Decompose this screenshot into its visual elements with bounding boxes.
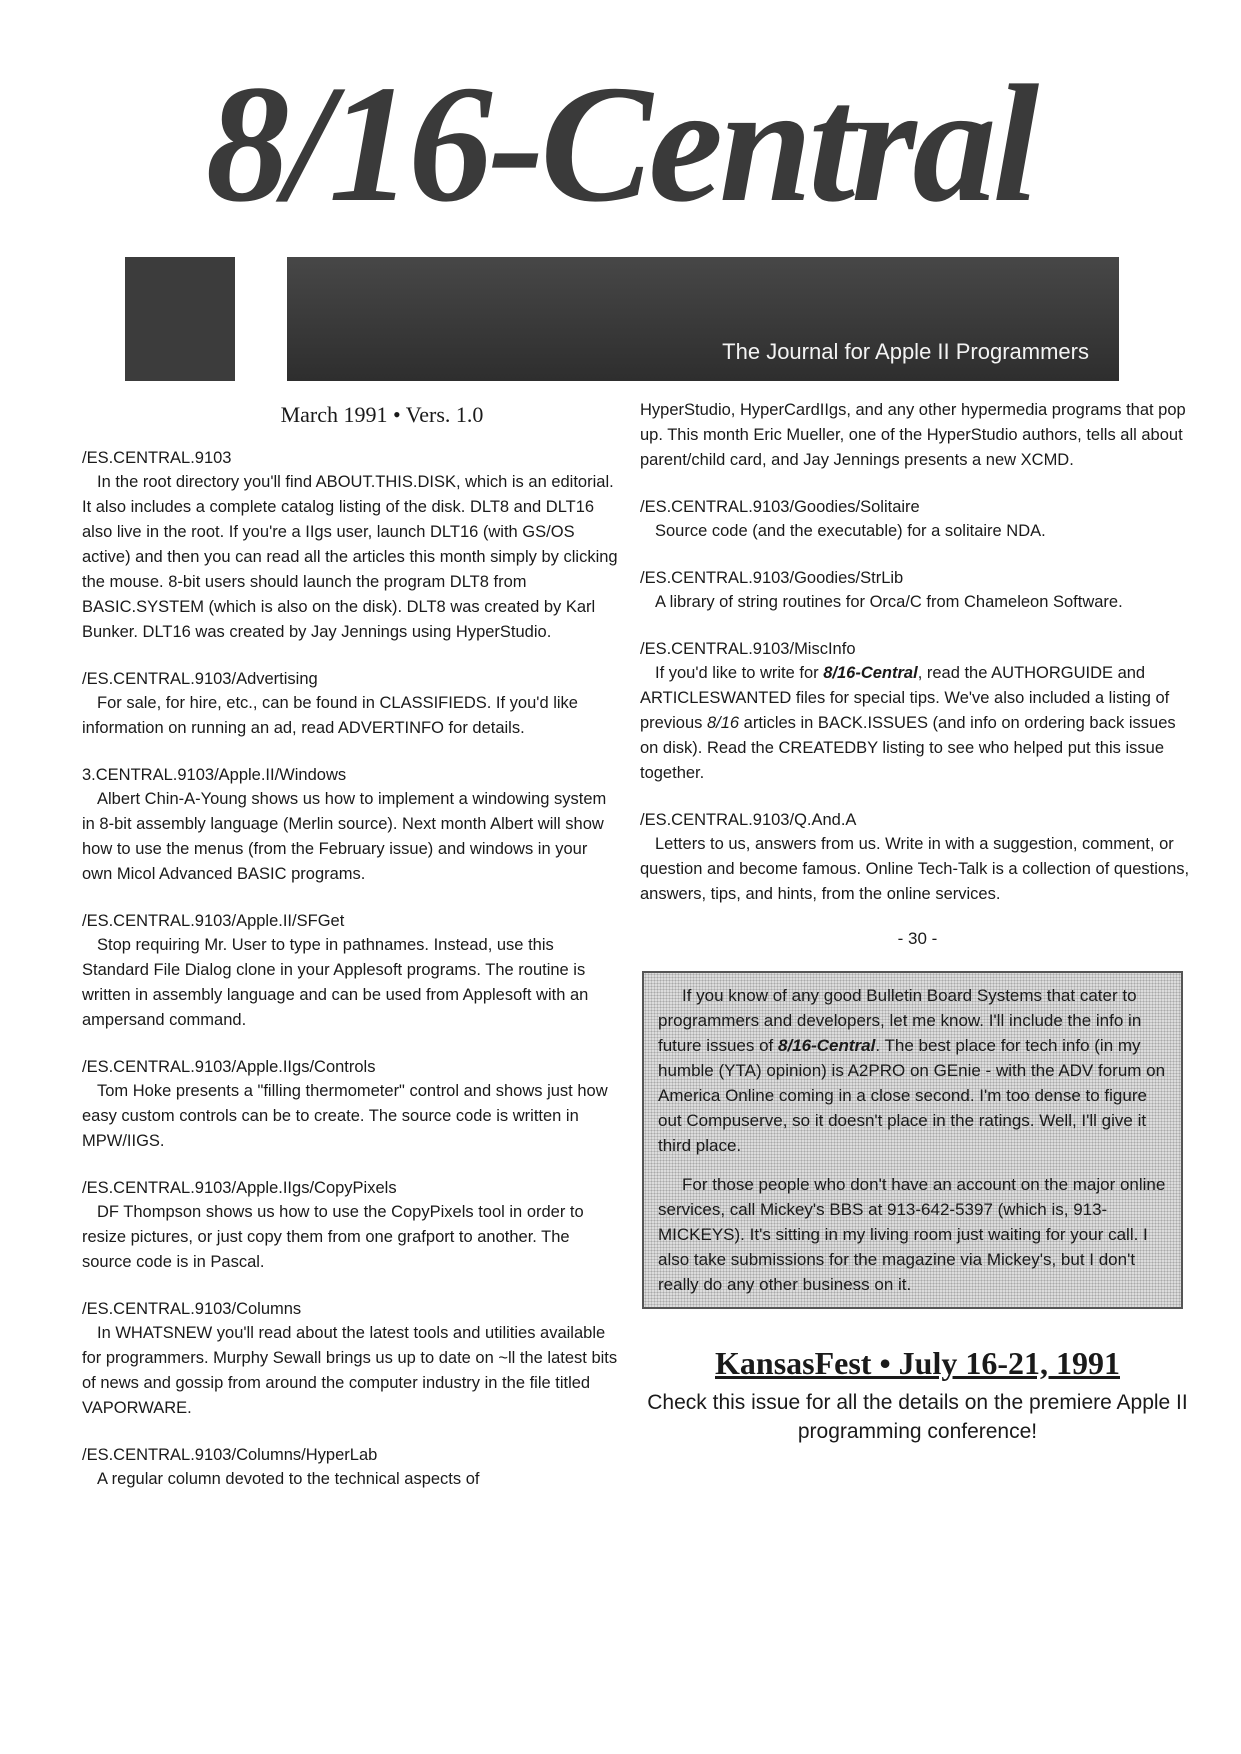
- magazine-name: 8/16-Central: [778, 1036, 876, 1055]
- entry-text: Letters to us, answers from us. Write in with a suggestion, comment, or question and become famous. Online Tech-Talk is a collection of questions, answers, tips, and hints, from the online services.: [640, 835, 1190, 903]
- entry-text: Albert Chin-A-Young shows us how to implement a windowing system in 8-bit assembly language (Merlin source). Next month Albert will show how to use the menus (from the February issue) and windows in your own Micol Advanced BASIC programs.: [82, 790, 607, 883]
- entry-text: In the root directory you'll find ABOUT.THIS.DISK, which is an editorial. It also includes a complete catalog listing of the disk. DLT8 and DLT16 also live in the root. If you're a IIgs user, launch DLT16 (with GS/OS active) and then you can read all the articles this month simply by clicking the mouse. 8-bit users should launch the program DLT8 from BASIC.SYSTEM (which is also on the disk). DLT8 was created by Karl Bunker. DLT16 was created by Jay Jennings using HyperStudio.: [82, 473, 618, 641]
- bbs-notice-box: [642, 971, 1183, 1309]
- magazine-name: 8/16-Central: [823, 664, 918, 682]
- entry-text: DF Thompson shows us how to use the CopyPixels tool in order to resize pictures, or just copy them from one grafport to another. The source code is in Pascal.: [82, 1203, 584, 1271]
- entry-strlib: [640, 566, 1195, 615]
- entry-text: A regular column devoted to the technical aspects of: [97, 1470, 480, 1488]
- entry-text: Source code (and the executable) for a solitaire NDA.: [655, 522, 1046, 540]
- entry-sfget: [82, 909, 622, 1033]
- entry-text: [640, 661, 1195, 786]
- notice-paragraph: [658, 983, 1167, 1158]
- entry-qanda: [640, 808, 1195, 907]
- entry-path: /ES.CENTRAL.9103/Goodies/StrLib: [640, 569, 904, 587]
- entry-solitaire: [640, 495, 1195, 544]
- masthead-title: 8/16-Central: [205, 51, 1036, 237]
- text-segment: If you know of any good Bulletin Board Systems that cater to programmers and developers, let me know. I'll include the info in future issues of: [658, 986, 1142, 1055]
- entry-root: [82, 446, 622, 645]
- page-number: - 30 -: [897, 929, 938, 948]
- magazine-name: 8/16: [706, 714, 740, 732]
- entry-copypixels: [82, 1176, 622, 1275]
- entry-path: /ES.CENTRAL.9103/MiscInfo: [640, 640, 856, 658]
- entry-path: /ES.CENTRAL.9103/Apple.II/SFGet: [82, 912, 345, 930]
- entry-columns: [82, 1297, 622, 1421]
- kansasfest-text: Check this issue for all the details on the premiere Apple II programming conference!: [647, 1391, 1188, 1443]
- entry-advertising: [82, 667, 622, 741]
- entry-text: A library of string routines for Orca/C from Chameleon Software.: [655, 593, 1123, 611]
- entry-path: /ES.CENTRAL.9103/Q.And.A: [640, 811, 857, 829]
- entry-text: In WHATSNEW you'll read about the latest tools and utilities available for programmers. Murphy Sewall brings us up to date on ~ll the latest bits of news and gossip from around the computer industry in the file titled VAPORWARE.: [82, 1324, 618, 1417]
- entry-path: /ES.CENTRAL.9103/Apple.IIgs/Controls: [82, 1058, 376, 1076]
- masthead-subtitle: The Journal for Apple II Programmers: [722, 339, 1089, 364]
- entry-hyperlab: [82, 1443, 622, 1492]
- entry-path: /ES.CENTRAL.9103/Advertising: [82, 670, 318, 688]
- notice-paragraph: For those people who don't have an account on the major online services, call Mickey's BBS at 913-642-5397 (which is, 913-MICKEYS). It's sitting in my living room just waiting for your call. I also take submissions for the magazine via Mickey's, but I don't really do any other business on it.: [658, 1175, 1166, 1294]
- masthead-bar-right: [287, 257, 1119, 381]
- entry-hyperlab-continued: [640, 398, 1195, 473]
- entry-path: /ES.CENTRAL.9103/Columns/HyperLab: [82, 1446, 378, 1464]
- entry-windows: [82, 763, 622, 887]
- right-column: [640, 398, 1195, 1446]
- entry-text: Stop requiring Mr. User to type in pathnames. Instead, use this Standard File Dialog clone in your Applesoft programs. The routine is written in assembly language and can be used from Applesoft with an ampersand command.: [82, 936, 589, 1029]
- entry-text: HyperStudio, HyperCardIIgs, and any other hypermedia programs that pop up. This month Eric Mueller, one of the HyperStudio authors, tells all about parent/child card, and Jay Jennings presents a new XCMD.: [640, 401, 1186, 469]
- entry-path: /ES.CENTRAL.9103/Apple.IIgs/CopyPixels: [82, 1179, 397, 1197]
- masthead-bar-left: [125, 257, 235, 381]
- entry-path: /ES.CENTRAL.9103: [82, 449, 232, 467]
- entry-miscinfo: [640, 637, 1195, 786]
- text-segment: articles in BACK.ISSUES (and info on ordering back issues on disk). Read the CREATEDBY listing to see who helped put this issue together.: [640, 714, 1176, 782]
- entry-text: Tom Hoke presents a "filling thermometer" control and shows just how easy custom controls can be to create. The source code is written in MPW/IIGS.: [82, 1082, 608, 1150]
- text-segment: If you'd like to write for: [655, 664, 824, 682]
- entry-path: 3.CENTRAL.9103/Apple.II/Windows: [82, 766, 347, 784]
- kansasfest-title: KansasFest • July 16-21, 1991: [715, 1345, 1120, 1381]
- issue-date: March 1991 • Vers. 1.0: [280, 402, 484, 427]
- left-column: [82, 398, 622, 1514]
- text-segment: , read the AUTHORGUIDE and ARTICLESWANTED files for special tips. We've also included a listing of previous: [640, 664, 1170, 732]
- entry-text: For sale, for hire, etc., can be found in CLASSIFIEDS. If you'd like information on running an ad, read ADVERTINFO for details.: [82, 694, 578, 737]
- entry-path: /ES.CENTRAL.9103/Goodies/Solitaire: [640, 498, 920, 516]
- entry-path: /ES.CENTRAL.9103/Columns: [82, 1300, 302, 1318]
- entry-controls: [82, 1055, 622, 1154]
- text-segment: . The best place for tech info (in my humble (YTA) opinion) is A2PRO on GEnie - with the ADV forum on America Online coming in a close second. I'm too dense to figure out Compuserve, so it doesn't place in the ratings. Well, I'll give it third place.: [658, 1036, 1166, 1155]
